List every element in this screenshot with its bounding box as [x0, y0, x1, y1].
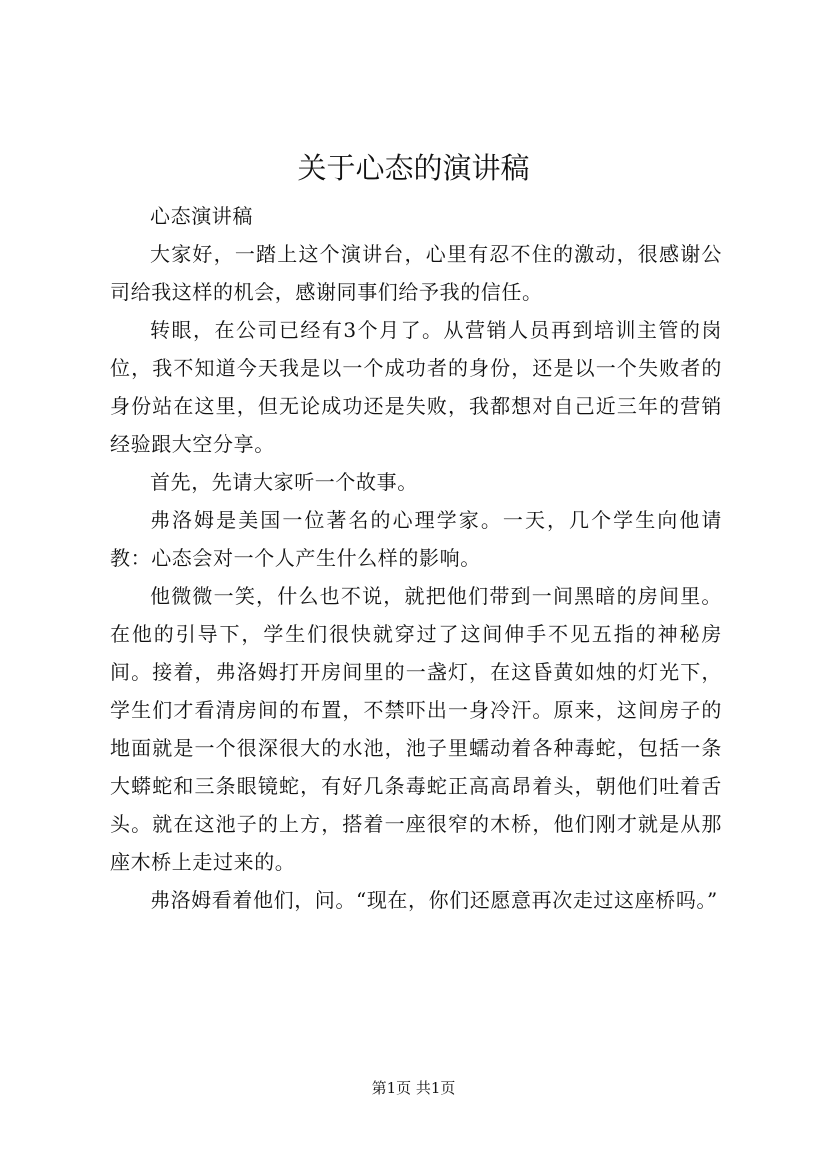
- paragraph-story-intro: 首先，先请大家听一个故事。: [150, 470, 418, 494]
- paragraph-fromm-asks: 弗洛姆看着他们，问。“现在，你们还愿意再次走过这座桥吗。”: [150, 888, 718, 912]
- document-title: 关于心态的演讲稿: [297, 151, 530, 185]
- paragraph-experience: 转眼，在公司已经有3个月了。从营销人员再到培训主管的岗位，我不知道今天我是以一个成功者的身份，还是以一个失败者的身份站在这里，但无论成功还是失败，我都想对自己近三年的营销经验跟大空分享。: [110, 318, 722, 456]
- paragraph-greeting: 大家好，一踏上这个演讲台，心里有忍不住的激动，很感谢公司给我这样的机会，感谢同事们给予我的信任。: [110, 242, 722, 304]
- page-footer: 第1页 共1页: [371, 1079, 456, 1097]
- speech-subtitle: 心态演讲稿: [150, 204, 253, 228]
- paragraph-dark-room: 他微微一笑，什么也不说，就把他们带到一间黑暗的房间里。在他的引导下，学生们很快就穿过了这间伸手不见五指的神秘房间。接着，弗洛姆打开房间里的一盏灯，在这昏黄如烛的灯光下，学生们才看清房间的布置，不禁吓出一身冷汗。原来，这间房子的地面就是一个很深很大的水池，池子里蠕动着各种毒蛇，包括一条大蟒蛇和三条眼镜蛇，有好几条毒蛇正高高昂着头，朝他们吐着舌头。就在这池子的上方，搭着一座很窄的木桥，他们刚才就是从那座木桥上走过来的。: [110, 584, 722, 874]
- document-body: [110, 197, 722, 919]
- paragraph-fromm-question: 弗洛姆是美国一位著名的心理学家。一天，几个学生向他请教：心态会对一个人产生什么样的影响。: [110, 508, 722, 570]
